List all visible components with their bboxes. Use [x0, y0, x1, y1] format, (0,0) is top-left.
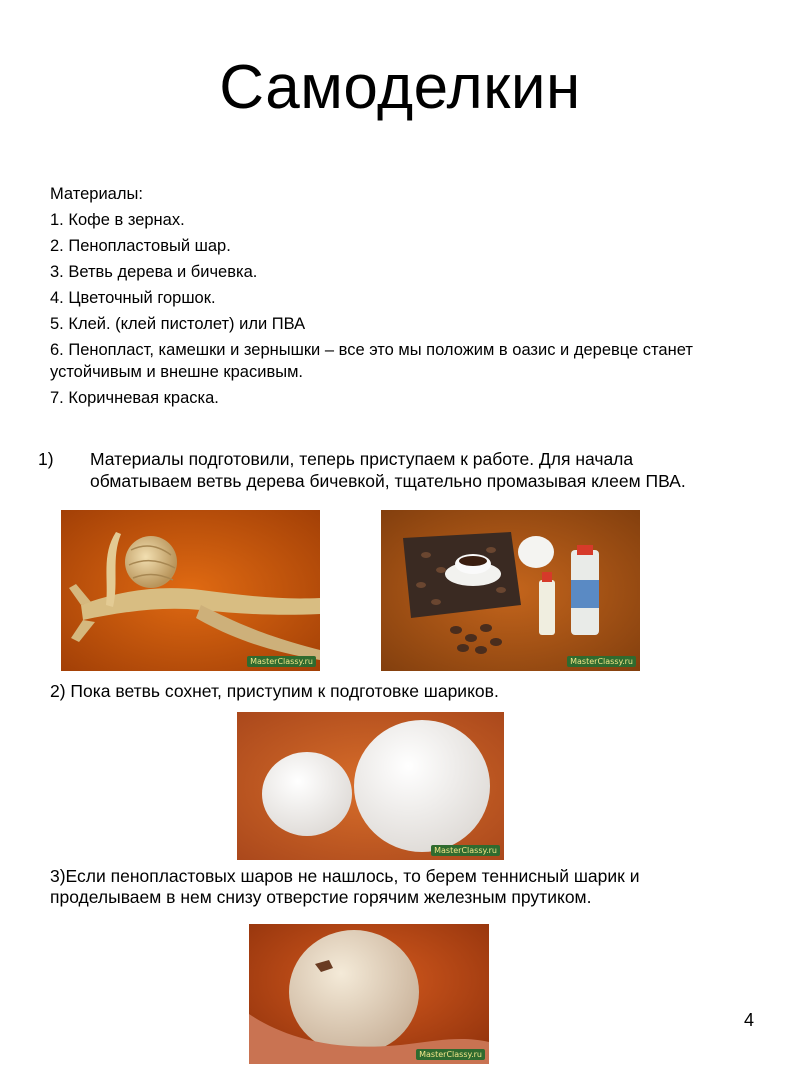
page-number: 4	[743, 1010, 754, 1030]
watermark-badge: MasterClassy.ru	[416, 1049, 485, 1060]
materials-heading: Материалы:	[50, 185, 143, 203]
branch-twine-photo	[61, 510, 320, 671]
materials-photo	[381, 510, 640, 671]
list-item: 7. Коричневая краска.	[50, 389, 219, 407]
list-item: 5. Клей. (клей пистолет) или ПВА	[50, 315, 306, 333]
foam-balls-photo	[237, 712, 504, 860]
list-item: 4. Цветочный горшок.	[50, 289, 216, 307]
step-2-text: 2) Пока ветвь сохнет, приступим к подготовке шариков.	[50, 681, 499, 701]
materials-list	[50, 181, 770, 411]
watermark-badge: MasterClassy.ru	[431, 845, 500, 856]
step-1	[38, 448, 718, 492]
step-1-text: Материалы подготовили, теперь приступаем к работе. Для начала обматываем ветвь дерева бичевкой, тщательно промазывая клеем ПВА.	[90, 449, 686, 491]
branch-twine-image	[61, 510, 320, 671]
tennis-ball-photo	[249, 924, 489, 1064]
step-1-number: 1)	[38, 449, 54, 469]
list-item: 2. Пенопластовый шар.	[50, 237, 231, 255]
page-title: Самоделкин	[219, 53, 581, 122]
list-item: 1. Кофе в зернах.	[50, 211, 185, 229]
step-3-text: 3)Если пенопластовых шаров не нашлось, то берем теннисный шарик и проделываем в нем снизу отверстие горячим железным прутиком.	[50, 866, 640, 907]
list-item: 6. Пенопласт, камешки и зернышки – все это мы положим в оазис и деревце станет устойчивым и внешне красивым.	[50, 341, 693, 381]
watermark-badge: MasterClassy.ru	[247, 656, 316, 667]
watermark-badge: MasterClassy.ru	[567, 656, 636, 667]
tennis-ball-image	[249, 924, 489, 1064]
materials-image	[381, 510, 640, 671]
foam-balls-image	[237, 712, 504, 860]
list-item: 3. Ветвь дерева и бичевка.	[50, 263, 258, 281]
